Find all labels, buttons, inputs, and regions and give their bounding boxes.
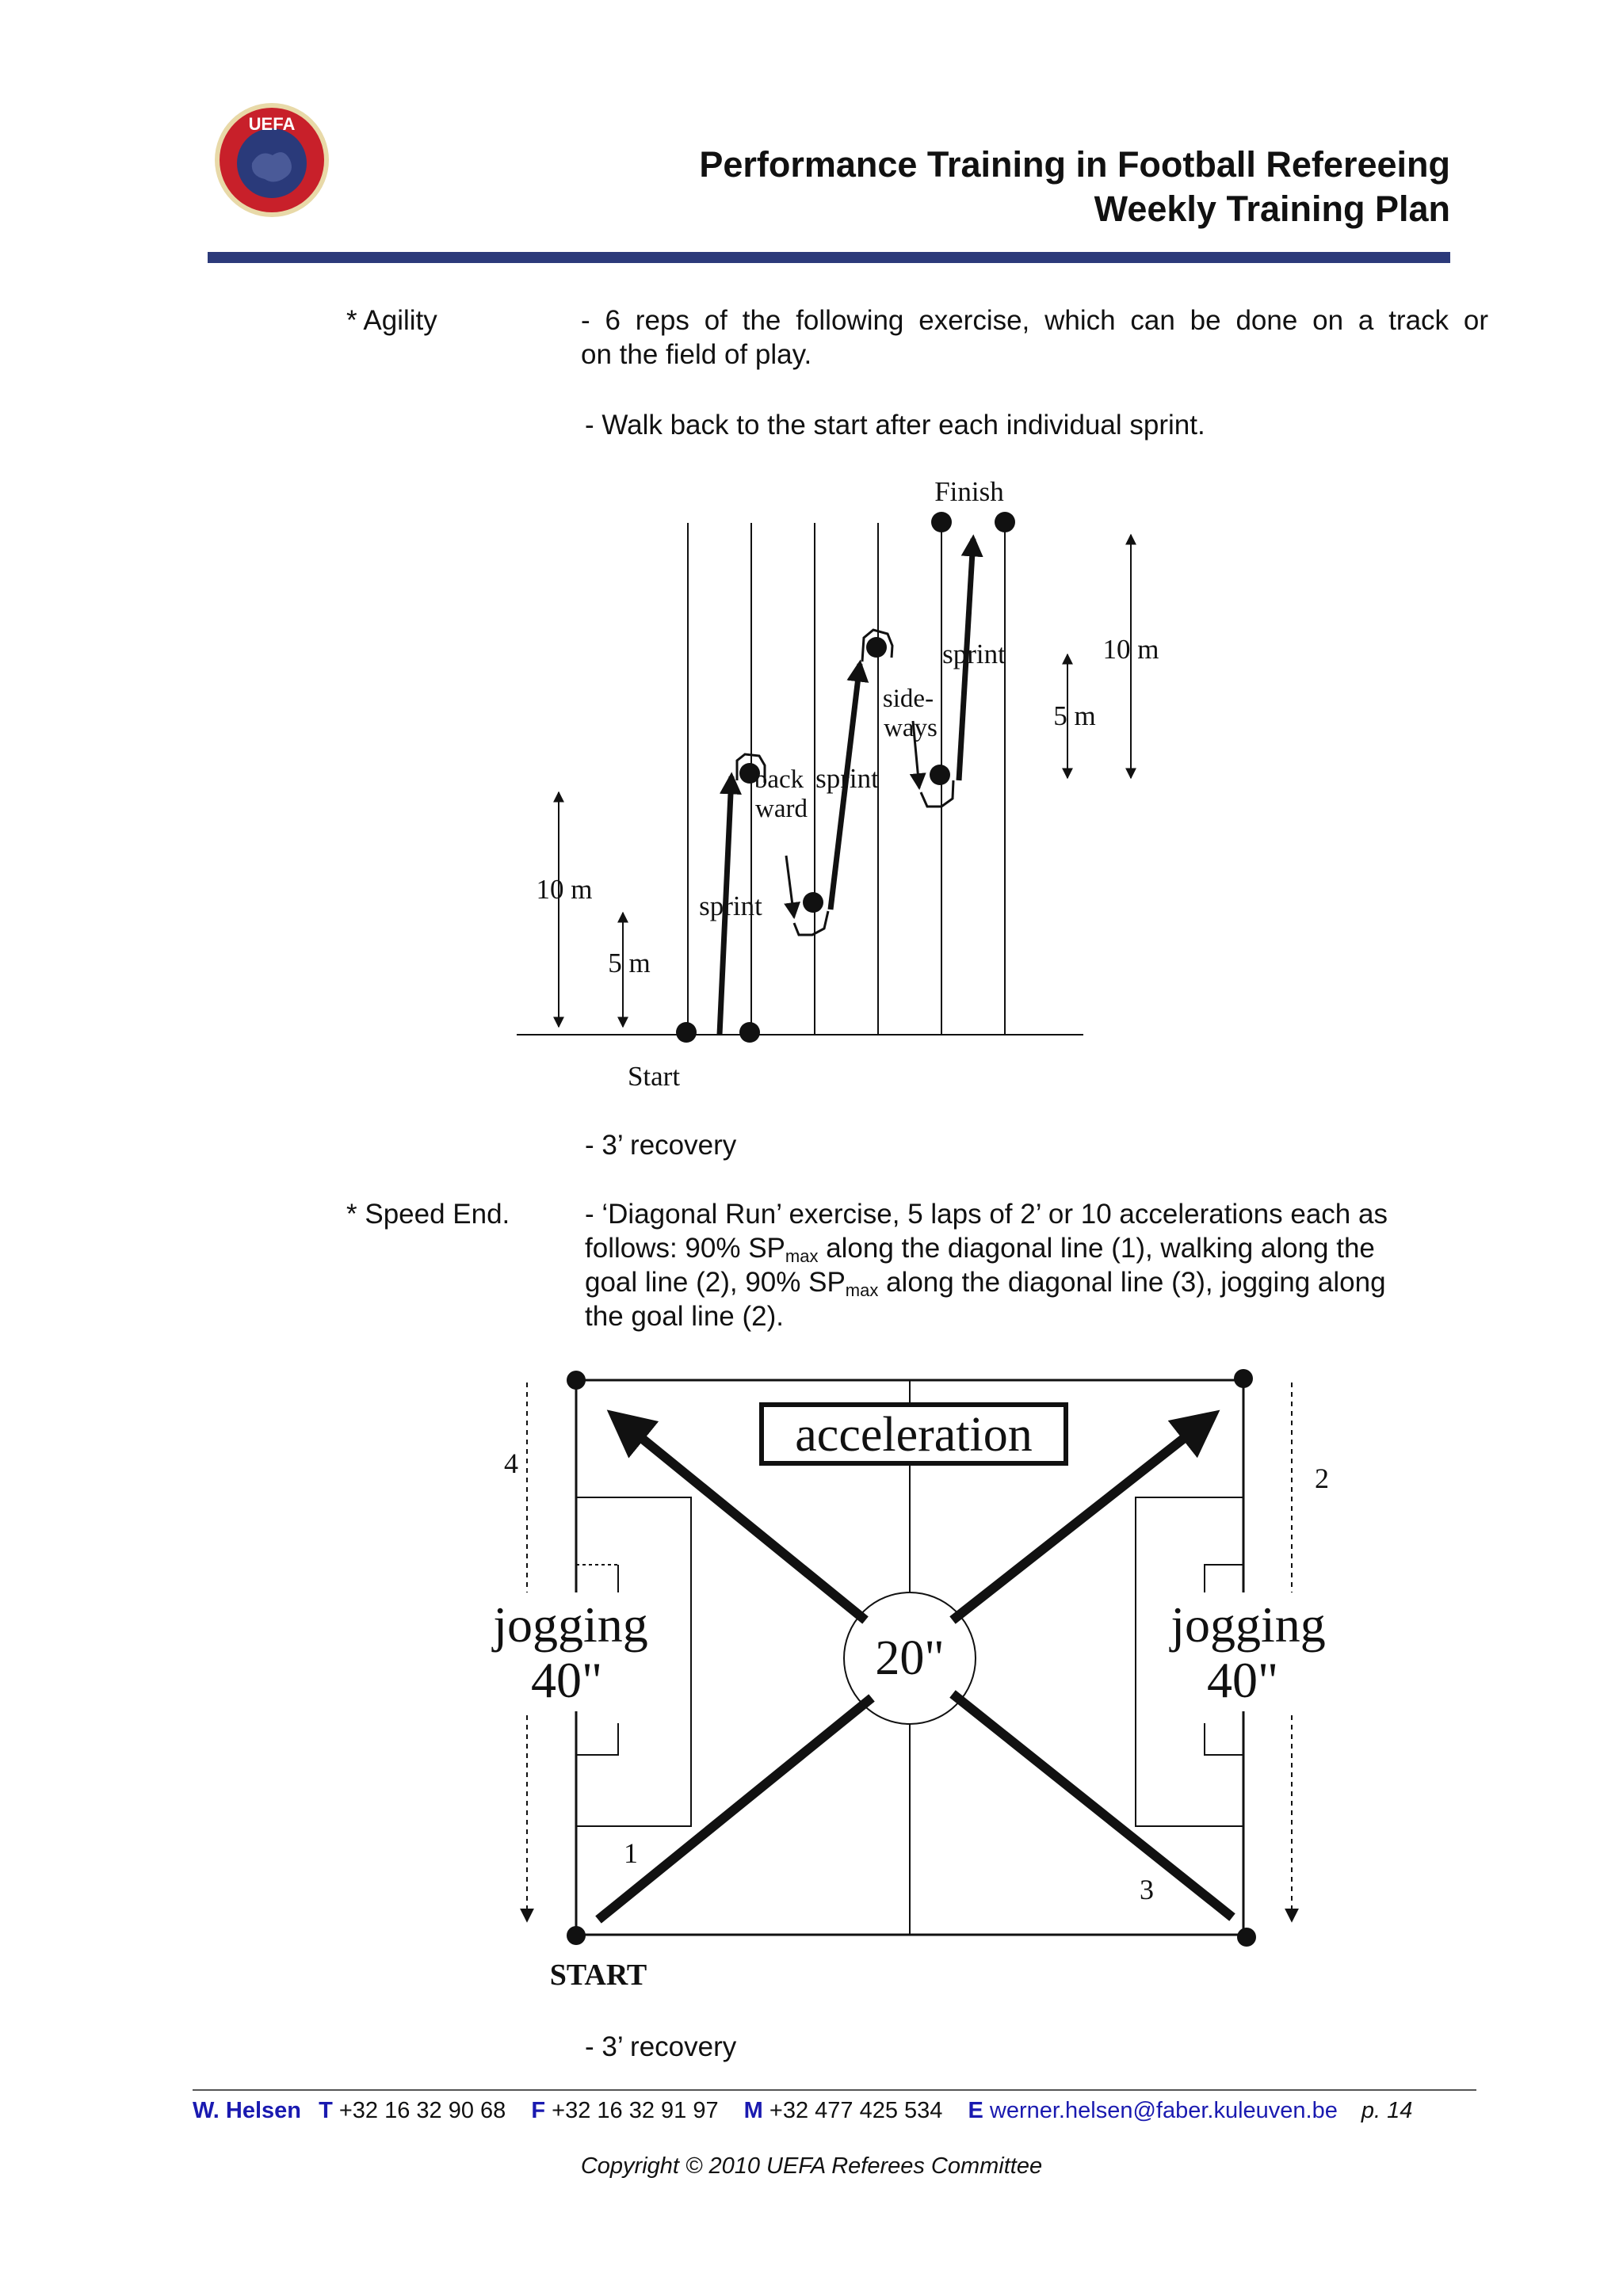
footer-rule (193, 2089, 1476, 2091)
agility-line-1: - 6 reps of the following exercise, which can be done on a track or (581, 305, 1488, 336)
agility-walk-back: - Walk back to the start after each individual sprint. (585, 410, 1205, 441)
agility-label: * Agility (346, 305, 437, 336)
footer-email-link[interactable]: werner.helsen@faber.kuleuven.be (989, 2098, 1338, 2123)
corner-cone (567, 1371, 586, 1390)
start-label: Start (627, 1061, 681, 1092)
cone (866, 637, 887, 658)
document-title: Performance Training in Football Refereeing (699, 144, 1450, 185)
header-rule (208, 252, 1450, 263)
sprint-label: sprint (699, 891, 762, 921)
dist-10m-right: 10 m (1102, 634, 1159, 665)
recovery-1: - 3’ recovery (585, 1130, 737, 1161)
start-label: START (549, 1958, 647, 1992)
diagonal-line (953, 1694, 1232, 1917)
diagonal-run-diagram (468, 1359, 1347, 2004)
finish-label: Finish (934, 476, 1004, 507)
cone (803, 892, 823, 913)
footer-contact: W. Helsen T +32 16 32 90 68 F +32 16 32 91 97 M +32 477 425 534 E werner.helsen@faber.kuleuven.be p. 14 (193, 2098, 1413, 2123)
backward-label: back (754, 765, 804, 794)
path-number-3: 3 (1140, 1874, 1154, 1905)
recovery-2: - 3’ recovery (585, 2031, 737, 2062)
corner-cone (1237, 1928, 1256, 1947)
document-subtitle: Weekly Training Plan (1094, 189, 1450, 229)
jogging-label-left: jogging (493, 1596, 648, 1653)
cone (931, 512, 952, 532)
footer-phone: +32 16 32 90 68 (338, 2098, 506, 2123)
center-time: 20" (875, 1631, 945, 1685)
footer-mobile: +32 477 425 534 (769, 2098, 943, 2123)
speed-end-line-2: follows: 90% $SP_{max}$ along the diagonal line (1), walking along the (585, 1233, 1375, 1266)
agility-line-2: on the field of play. (581, 339, 812, 370)
turn-path (794, 911, 828, 935)
copyright: Copyright © 2010 UEFA Referees Committee (580, 2153, 1043, 2179)
speed-end-line-1: - ‘Diagonal Run’ exercise, 5 laps of 2’ or 10 accelerations each as (585, 1199, 1388, 1230)
footer-name: W. Helsen (193, 2098, 301, 2123)
path-number-2: 2 (1315, 1463, 1329, 1494)
backward-arrow (786, 856, 794, 917)
sprint-label: sprint (942, 639, 1006, 669)
speed-end-line-4: the goal line (2). (585, 1301, 784, 1332)
jogging-time-left: 40" (530, 1652, 603, 1708)
cone (739, 1022, 760, 1043)
footer-fax: +32 16 32 91 97 (552, 2098, 719, 2123)
path-number-4: 4 (504, 1447, 518, 1479)
dist-5m-right: 5 m (1053, 700, 1096, 731)
corner-cone (567, 1926, 586, 1945)
cone (995, 512, 1015, 532)
uefa-logo (212, 100, 331, 220)
agility-diagram (507, 467, 1189, 1101)
sideways-label: side- (882, 685, 934, 713)
cone (930, 765, 950, 785)
sideways-label: ways (884, 714, 938, 742)
speed-end-line-3: goal line (2), 90% $SP_{max}$ along the diagonal line (3), jogging along (585, 1267, 1386, 1300)
jogging-label-right: jogging (1170, 1596, 1326, 1653)
path-number-1: 1 (624, 1837, 638, 1869)
dist-10m-left: 10 m (536, 874, 593, 905)
logo-text: UEFA (248, 114, 296, 134)
diagonal-line (598, 1698, 872, 1920)
acceleration-label: acceleration (795, 1408, 1033, 1462)
sprint-label: sprint (815, 763, 879, 794)
cone (676, 1022, 697, 1043)
page-number: p. 14 (1361, 2098, 1413, 2123)
corner-cone (1234, 1369, 1253, 1388)
jogging-time-right: 40" (1206, 1652, 1279, 1708)
speed-end-label: * Speed End. (346, 1199, 510, 1230)
dist-5m-left: 5 m (608, 948, 651, 978)
backward-label: ward (755, 795, 808, 823)
